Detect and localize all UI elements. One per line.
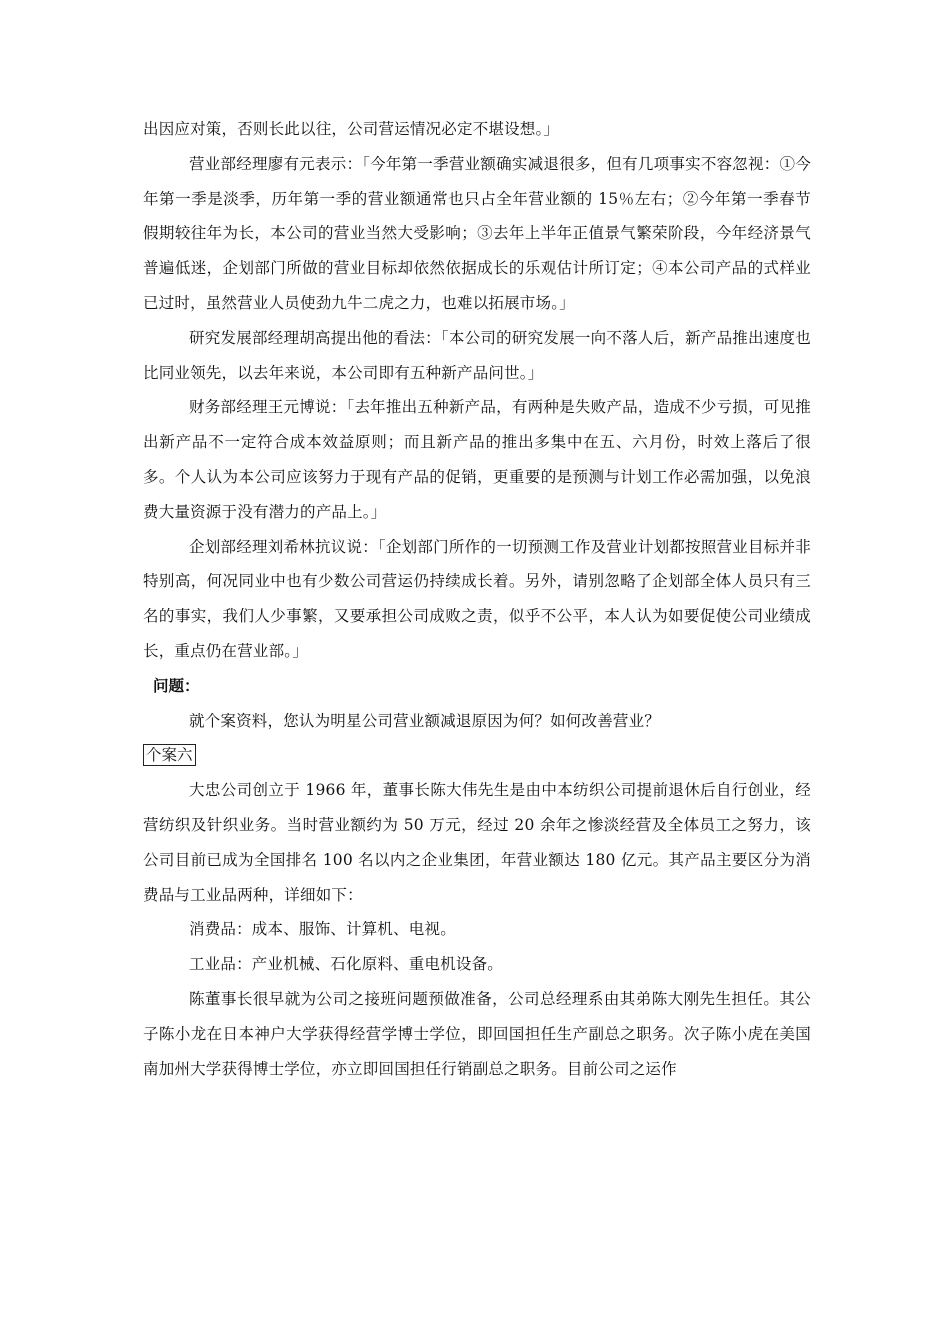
paragraph-succession: 陈董事长很早就为公司之接班问题预做准备，公司总经理系由其弟陈大刚先生担任。其公子陈小龙在日本神户大学获得经营学博士学位，即回国担任生产副总之职务。次子陈小虎在美国南加州大学获得博士学位，亦立即回国担任行销副总之职务。目前公司之运作: [143, 989, 811, 1078]
paragraph-finance-manager: 财务部经理王元博说：「去年推出五种新产品，有两种是失败产品，造成不少亏损，可见推出新产品不一定符合成本效益原则；而且新产品的推出多集中在五、六月份，时效上落后了很多。个人认为本公司应该努力于现有产品的促销，更重要的是预测与计划工作必需加强，以免浪费大量资源于没有潜力的产品上。」: [143, 398, 811, 521]
paragraph-planning-manager: 企划部经理刘希林抗议说：「企划部门所作的一切预测工作及营业计划都按照营业目标并非特别高，何况同业中也有少数公司营运仍持续成长着。另外，请别忽略了企划部全体人员只有三名的事实，我们人少事繁，又要承担公司成败之责，似乎不公平，本人认为如要促使公司业绩成长，重点仍在营业部。」: [143, 537, 811, 660]
question-heading: 问题：: [153, 676, 200, 695]
paragraph-industrial-products: 工业品：产业机械、石化原料、重电机设备。: [189, 955, 504, 974]
continued-paragraph: 出因应对策，否则长此以往，公司营运情况必定不堪设想。」: [143, 120, 560, 138]
question-text: 就个案资料，您认为明星公司营业额减退原因为何？如何改善营业？: [189, 711, 661, 730]
paragraph-sales-manager: 营业部经理廖有元表示：「今年第一季营业额确实减退很多，但有几项事实不容忽视：①今年第一季是淡季，历年第一季的营业额通常也只占全年营业额的 15％左右；②今年第一季春节假期较往年为长，本公司的营业当然大受影响；③去年上半年正值景气繁荣阶段，今年经济景气普遍低迷，企划部门所做的营业目标却依然依据成长的乐观估计所订定；④本公司产品的式样业已过时，虽然营业人员使劲九牛二虎之力，也难以拓展市场。」: [143, 154, 811, 312]
document-body: [143, 112, 811, 1086]
case-label: 个案六: [143, 744, 196, 766]
paragraph-company-intro: 大忠公司创立于 1966 年，董事长陈大伟先生是由中本纺织公司提前退休后自行创业，经营纺织及针织业务。当时营业额约为 50 万元，经过 20 余年之惨淡经营及全体员工之努力，该公司目前已成为全国排名 100 名以内之企业集团，年营业额达 180 亿元。其产品主要区分为消费品与工业品两种，详细如下：: [143, 781, 811, 904]
case-label-row: [143, 738, 811, 773]
paragraph-rd-manager: 研究发展部经理胡高提出他的看法：「本公司的研究发展一向不落人后，新产品推出速度也比同业领先，以去年来说，本公司即有五种新产品问世。」: [143, 328, 811, 382]
paragraph-consumer-products: 消费品：成本、服饰、计算机、电视。: [189, 920, 456, 939]
